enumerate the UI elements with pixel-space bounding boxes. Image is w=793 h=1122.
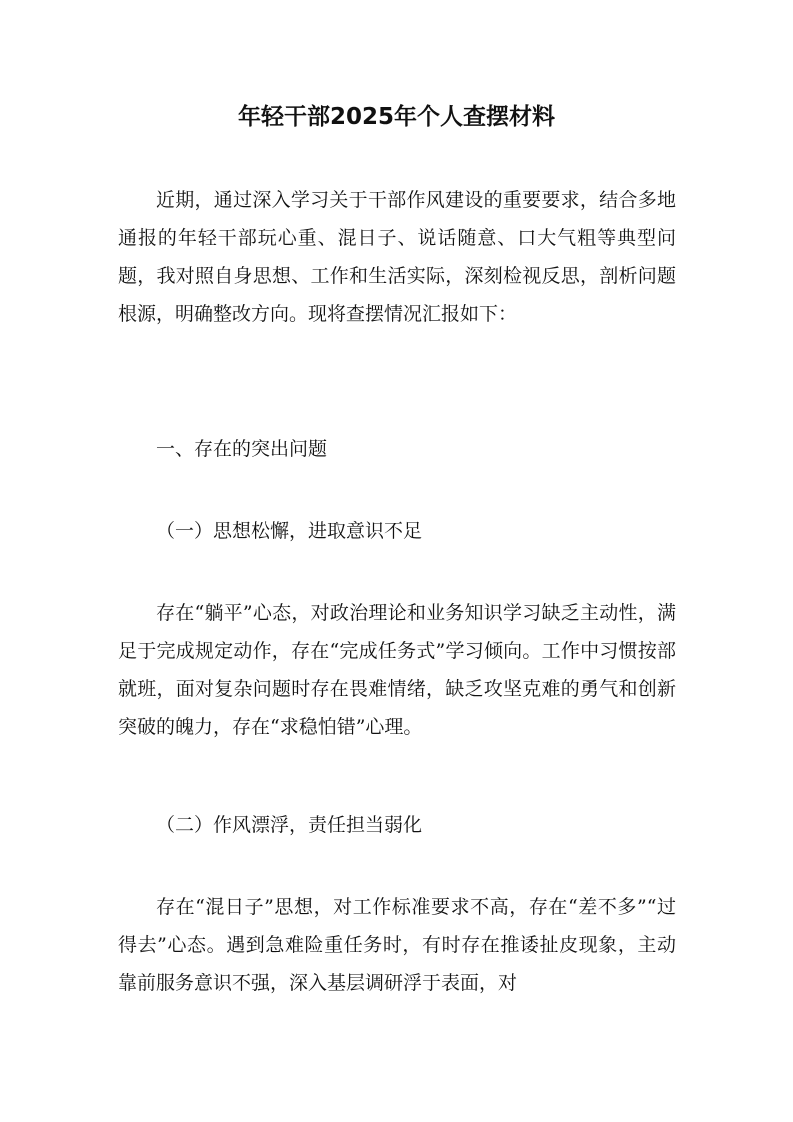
subsection-body-thinking: 存在“躺平”心态，对政治理论和业务知识学习缺乏主动性，满足于完成规定动作，存在“完成任务式”学习倾向。工作中习惯按部就班，面对复杂问题时存在畏难情绪，缺乏攻坚克难的勇气和创新突破的魄力，存在“求稳怕错”心理。 xyxy=(118,602,676,738)
document-title: 年轻干部2025年个人查摆材料 xyxy=(237,104,555,130)
intro-paragraph: 近期，通过深入学习关于干部作风建设的重要要求，结合多地通报的年轻干部玩心重、混日子、说话随意、口大气粗等典型问题，我对照自身思想、工作和生活实际，深刻检视反思，剖析问题根源，明确整改方向。现将查摆情况汇报如下： xyxy=(118,189,676,325)
subsection-heading-style: （二）作风漂浮，责任担当弱化 xyxy=(156,814,423,836)
subsection-body-style: 存在“混日子”思想，对工作标准要求不高，存在“差不多”“过得去”心态。遇到急难险重任务时，有时存在推诿扯皮现象，主动靠前服务意识不强，深入基层调研浮于表面，对 xyxy=(118,896,676,994)
section-heading-problems: 一、存在的突出问题 xyxy=(156,438,328,460)
subsection-heading-thinking: （一）思想松懈，进取意识不足 xyxy=(156,520,423,542)
